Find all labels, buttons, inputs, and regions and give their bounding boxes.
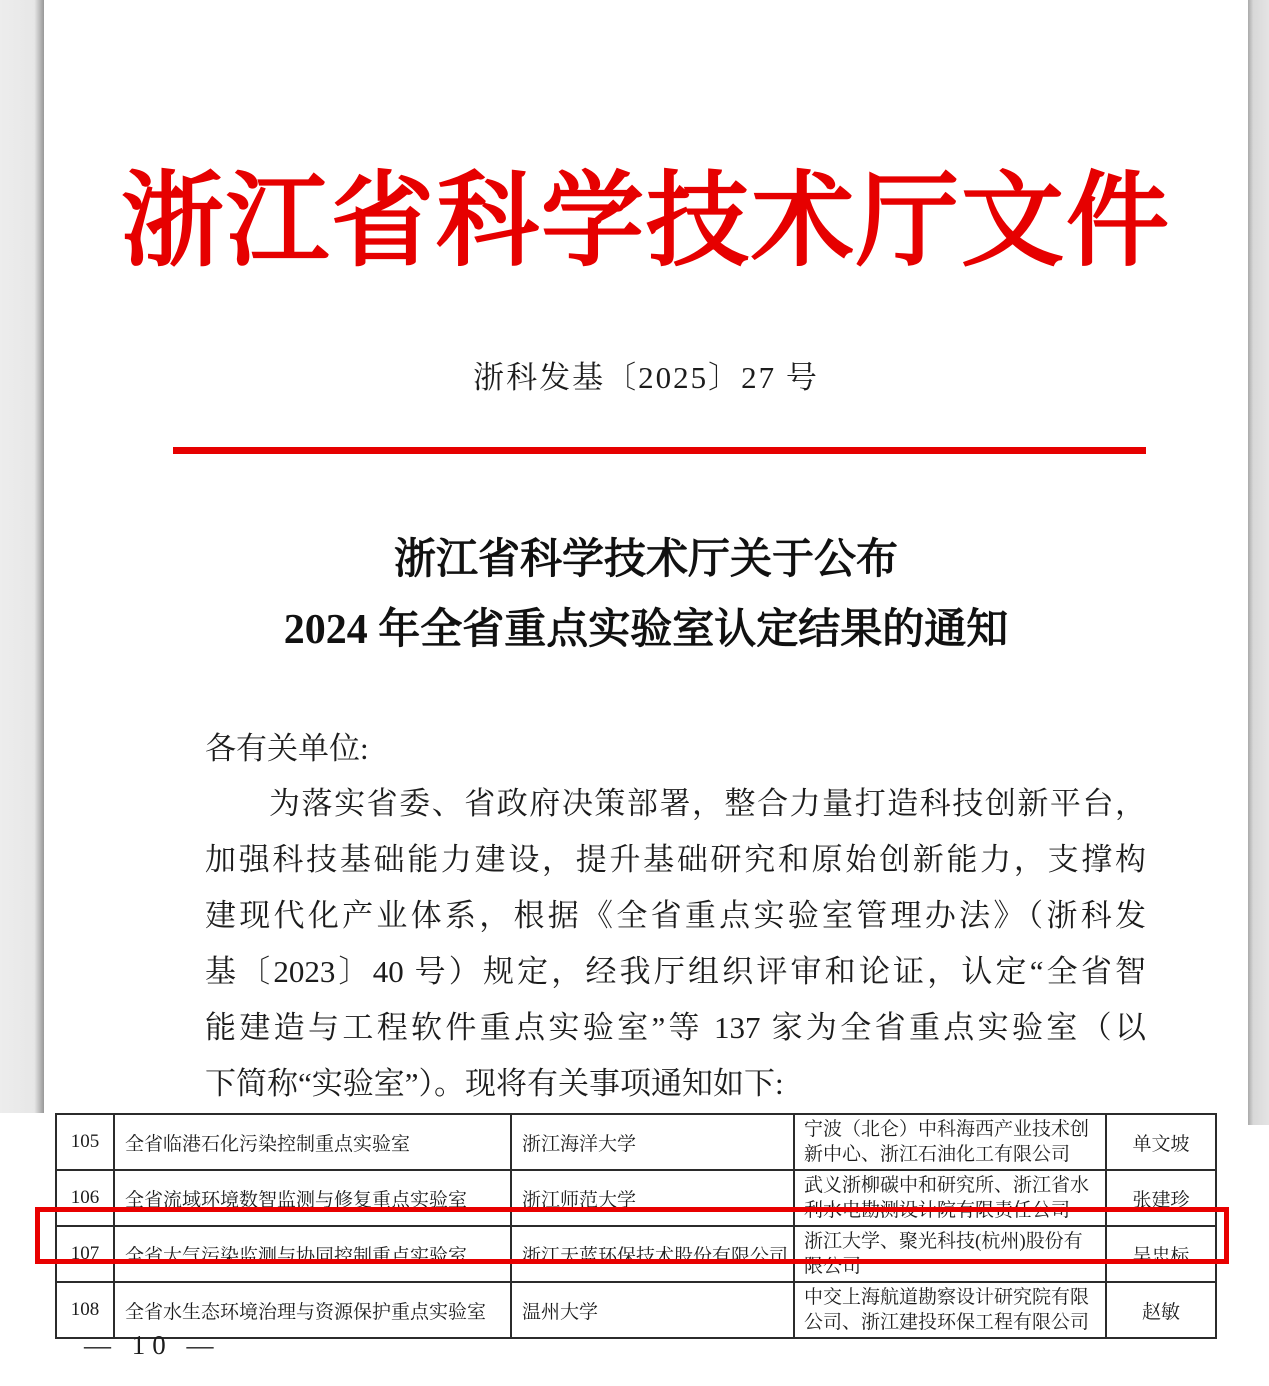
- cell-index: 105: [56, 1114, 114, 1170]
- body-line: 下简称“实验室”）。现将有关事项通知如下:: [205, 1066, 784, 1101]
- body-line: 加强科技基础能力建设，提升基础研究和原始创新能力，支撑构: [205, 842, 1146, 877]
- page-number: — 10 —: [84, 1330, 221, 1360]
- cell-institution: 浙江师范大学: [511, 1170, 794, 1226]
- page-edge-right: [1248, 0, 1269, 1125]
- table-row: [56, 1170, 1216, 1226]
- body-paragraph: [205, 776, 1146, 1112]
- labs-table: [55, 1113, 1217, 1339]
- cell-lab-name: 全省水生态环境治理与资源保护重点实验室: [114, 1282, 511, 1338]
- cell-partners: 中交上海航道勘察设计研究院有限公司、浙江建投环保工程有限公司: [794, 1282, 1106, 1338]
- cell-index: 108: [56, 1282, 114, 1338]
- letterhead-title: 浙江省科学技术厅文件: [121, 165, 1171, 279]
- cell-lab-name: 全省临港石化污染控制重点实验室: [114, 1114, 511, 1170]
- cell-director: 赵敏: [1106, 1282, 1216, 1338]
- cell-lab-name: 全省流域环境数智监测与修复重点实验室: [114, 1170, 511, 1226]
- cell-director: 单文坡: [1106, 1114, 1216, 1170]
- cell-institution: 浙江海洋大学: [511, 1114, 794, 1170]
- cell-index: 106: [56, 1170, 114, 1226]
- body-line: 基〔2023〕40 号）规定，经我厅组织评审和论证，认定“全省智: [205, 954, 1146, 989]
- table-row-highlighted: [56, 1226, 1216, 1282]
- page-edge-left: [0, 0, 44, 1113]
- notice-title-line2: 2024 年全省重点实验室认定结果的通知: [283, 607, 1009, 653]
- body-line: 为落实省委、省政府决策部署，整合力量打造科技创新平台，: [269, 786, 1146, 821]
- table-row: [56, 1114, 1216, 1170]
- cell-director: 张建珍: [1106, 1170, 1216, 1226]
- cell-index: 107: [56, 1226, 114, 1282]
- body-line: 建现代化产业体系，根据《全省重点实验室管理办法》（浙科发: [205, 898, 1146, 933]
- cell-partners: 武义浙柳碳中和研究所、浙江省水利水电勘测设计院有限责任公司: [794, 1170, 1106, 1226]
- document-number: 浙科发基〔2025〕27 号: [473, 360, 819, 395]
- cell-director: 吴忠标: [1106, 1226, 1216, 1282]
- table-row: [56, 1282, 1216, 1338]
- cell-institution: 浙江天蓝环保技术股份有限公司: [511, 1226, 794, 1282]
- red-separator-line: [173, 447, 1146, 454]
- body-line: 能建造与工程软件重点实验室”等 137 家为全省重点实验室（以: [205, 1010, 1146, 1045]
- salutation: 各有关单位:: [205, 731, 369, 766]
- cell-institution: 温州大学: [511, 1282, 794, 1338]
- notice-title-line1: 浙江省科学技术厅关于公布: [393, 537, 898, 583]
- cell-partners: 浙江大学、聚光科技(杭州)股份有限公司: [794, 1226, 1106, 1282]
- labs-table-body: [56, 1114, 1216, 1338]
- cell-partners: 宁波（北仑）中科海西产业技术创新中心、浙江石油化工有限公司: [794, 1114, 1106, 1170]
- cell-lab-name: 全省大气污染监测与协同控制重点实验室: [114, 1226, 511, 1282]
